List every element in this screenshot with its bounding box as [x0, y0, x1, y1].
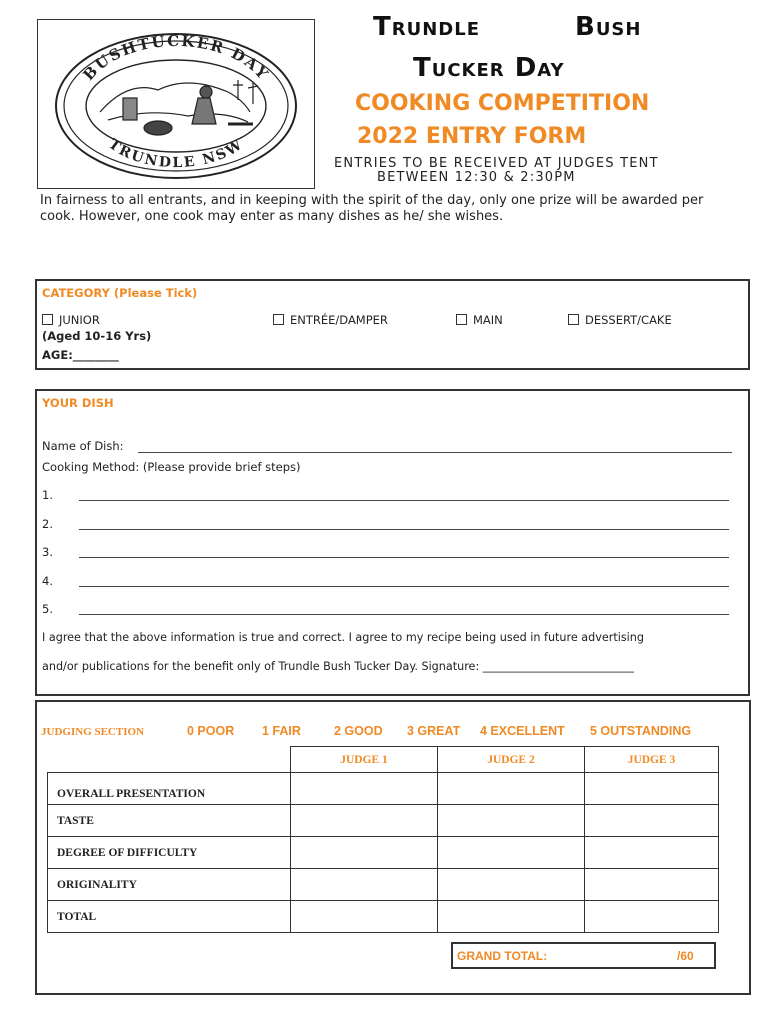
step-1-input[interactable] [79, 500, 729, 501]
judge-1-score-cell[interactable] [291, 773, 438, 805]
scale-fair: 1 FAIR [262, 724, 301, 738]
entree-checkbox[interactable] [273, 314, 284, 325]
title-tucker-day: Tucker Day [413, 53, 565, 83]
grand-total-label: GRAND TOTAL: [457, 949, 548, 963]
cooking-method-label: Cooking Method: (Please provide brief steps) [42, 460, 301, 474]
title-line-2 [413, 53, 565, 83]
step-5-input[interactable] [79, 614, 729, 615]
scale-outstanding: 5 OUTSTANDING [590, 724, 692, 738]
judge-2-score-cell[interactable] [438, 869, 585, 901]
dish-section [35, 389, 750, 696]
scale-poor: 0 POOR [187, 724, 235, 738]
junior-checkbox[interactable] [42, 314, 53, 325]
agreement-line-1: I agree that the above information is true and correct. I agree to my recipe being used in future advertising [42, 631, 644, 644]
agreement-signature-line[interactable]: and/or publications for the benefit only of Trundle Bush Tucker Day. Signature: ___________________________ [42, 660, 634, 673]
criterion-degree-of-difficulty: DEGREE OF DIFFICULTY [48, 837, 291, 869]
entree-label: ENTRÉE/DAMPER [290, 313, 388, 327]
dish-name-input[interactable] [138, 452, 732, 453]
intro-text: In fairness to all entrants, and in keeping with the spirit of the day, only one prize will be awarded per cook. However, one cook may enter as many dishes as he/ she wishes. [40, 193, 704, 224]
step-4-input[interactable] [79, 586, 729, 587]
judge-2-score-cell[interactable] [438, 901, 585, 933]
judge-2-header: JUDGE 2 [438, 747, 585, 773]
campfire-illustration [100, 80, 258, 135]
logo-frame [37, 19, 315, 189]
svg-text:TRUNDLE NSW [105, 136, 246, 171]
entree-option[interactable] [273, 313, 388, 327]
step-number: 4. [42, 574, 53, 588]
step-number: 3. [42, 545, 53, 559]
title-word-bush-wrap [575, 12, 641, 42]
entries-line-2: BETWEEN 12:30 & 2:30PM [377, 170, 576, 185]
table-row [48, 901, 719, 933]
step-number: 5. [42, 602, 53, 616]
dessert-option[interactable] [568, 313, 672, 327]
grand-total-max: /60 [677, 949, 694, 963]
title-line-1 [373, 12, 480, 42]
scale-good: 2 GOOD [334, 724, 383, 738]
judge-2-score-cell[interactable] [438, 805, 585, 837]
main-option[interactable] [456, 313, 503, 327]
judge-1-header: JUDGE 1 [291, 747, 438, 773]
judge-1-score-cell[interactable] [291, 805, 438, 837]
empty-corner-cell [48, 747, 291, 773]
judge-3-score-cell[interactable] [585, 773, 719, 805]
title-word-bush: Bush [575, 12, 642, 42]
main-label: MAIN [473, 313, 503, 327]
judge-header-row [48, 747, 719, 773]
criterion-originality: ORIGINALITY [48, 869, 291, 901]
step-2-input[interactable] [79, 529, 729, 530]
subtitle-entry-form: 2022 ENTRY FORM [357, 124, 587, 149]
judge-1-score-cell[interactable] [291, 837, 438, 869]
dish-heading: YOUR DISH [42, 396, 114, 410]
step-number: 1. [42, 488, 53, 502]
age-field[interactable]: AGE:________ [42, 348, 119, 362]
logo-bottom-text: TRUNDLE NSW [105, 136, 247, 172]
judge-1-score-cell[interactable] [291, 901, 438, 933]
dish-name-label: Name of Dish: [42, 439, 124, 453]
judge-3-score-cell[interactable] [585, 805, 719, 837]
dessert-checkbox[interactable] [568, 314, 579, 325]
judge-1-score-cell[interactable] [291, 869, 438, 901]
judge-2-score-cell[interactable] [438, 837, 585, 869]
judge-3-header: JUDGE 3 [585, 747, 719, 773]
category-heading: CATEGORY (Please Tick) [42, 286, 198, 300]
title-word-trundle: Trundle [373, 12, 480, 42]
entries-line-1: ENTRIES TO BE RECEIVED AT JUDGES TENT [334, 156, 659, 171]
criterion-taste: TASTE [48, 805, 291, 837]
bushtucker-day-logo [38, 20, 314, 188]
logo-top-text: BUSHTUCKER DAY [79, 31, 273, 84]
scale-great: 3 GREAT [407, 724, 461, 738]
step-number: 2. [42, 517, 53, 531]
judge-3-score-cell[interactable] [585, 901, 719, 933]
table-row [48, 837, 719, 869]
criterion-total: TOTAL [48, 901, 291, 933]
junior-option[interactable] [42, 313, 100, 327]
criterion-overall-presentation: OVERALL PRESENTATION [48, 773, 291, 805]
step-3-input[interactable] [79, 557, 729, 558]
judge-2-score-cell[interactable] [438, 773, 585, 805]
junior-label: JUNIOR [59, 313, 100, 327]
subtitle-cooking-competition: COOKING COMPETITION [355, 91, 650, 116]
dessert-label: DESSERT/CAKE [585, 313, 672, 327]
category-section [35, 279, 750, 370]
judging-heading: JUDGING SECTION [41, 726, 144, 738]
scale-excellent: 4 EXCELLENT [480, 724, 565, 738]
table-row [48, 773, 719, 805]
table-row [48, 869, 719, 901]
main-checkbox[interactable] [456, 314, 467, 325]
table-row [48, 805, 719, 837]
judging-table [47, 746, 719, 933]
grand-total-box[interactable] [451, 942, 716, 969]
judge-3-score-cell[interactable] [585, 869, 719, 901]
junior-age-range: (Aged 10-16 Yrs) [42, 329, 152, 343]
judge-3-score-cell[interactable] [585, 837, 719, 869]
